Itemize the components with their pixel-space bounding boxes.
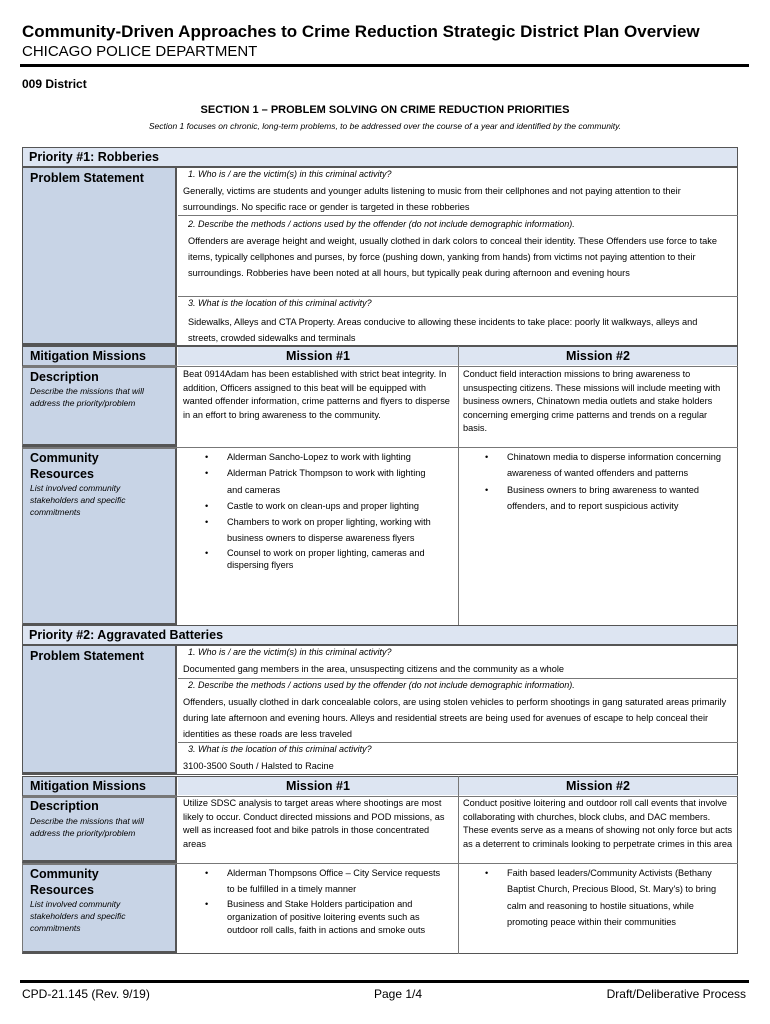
- description-note: Describe the missions that will address the priority/problem: [30, 386, 144, 408]
- list-item: • Faith based leaders/Community Activists (Bethany Baptist Church, Precious Blood, St. Mary's) to bring calm and reasoning to hostile situations, while promoting peace within their communities: [483, 865, 728, 930]
- section-title: SECTION 1 – PROBLEM SOLVING ON CRIME REDUCTION PRIORITIES: [200, 104, 570, 116]
- mitigation-missions-label: Mitigation Missions: [30, 349, 146, 363]
- p2-answer-2: Offenders, usually clothed in dark concealable colors, are using stolen vehicles to perform shootings in gang saturated areas primarily during late afternoon and evening hours. Alleys and residential streets are being used for avenues of escape to help conceal their identities as these roads are less traveled: [183, 697, 727, 739]
- list-item: • Castle to work on clean-ups and proper lighting: [203, 498, 443, 514]
- list-item: • Alderman Thompsons Office – City Service requests to be fulfilled in a timely manner: [203, 865, 448, 898]
- community-resources-note: List involved community stakeholders and specific commitments: [30, 899, 126, 933]
- page-number: Page 1/4: [374, 987, 423, 1001]
- district-label: 009 District: [22, 77, 87, 91]
- list-item: • Business and Stake Holders participation and organization of positive loitering events such as outdoor roll calls, faith in actions and smoke outs: [203, 898, 448, 937]
- divider: [178, 215, 738, 216]
- list-item: • Chinatown media to disperse information concerning awareness of wanted offenders and patterns: [483, 449, 728, 482]
- department-name: CHICAGO POLICE DEPARTMENT: [22, 43, 258, 60]
- document-title: Community-Driven Approaches to Crime Reduction Strategic District Plan Overview: [22, 22, 700, 41]
- divider: [178, 296, 738, 297]
- list-item: • Business owners to bring awareness to wanted offenders, and to report suspicious activity: [483, 482, 728, 515]
- list-item: • Counsel to work on proper lighting, cameras and dispersing flyers: [203, 547, 443, 571]
- list-item: • Chambers to work on proper lighting, working with business owners to disperse awareness flyers: [203, 514, 443, 547]
- p1-question-2: 2. Describe the methods / actions used by the offender (do not include demographic information).: [188, 219, 575, 229]
- p2-question-1: 1. Who is / are the victim(s) in this criminal activity?: [188, 647, 392, 657]
- p2-mission-2-resources: [483, 865, 728, 930]
- list-item: • Alderman Patrick Thompson to work with lighting and cameras: [203, 465, 443, 498]
- community-resources-note: List involved community stakeholders and specific commitments: [30, 483, 126, 517]
- p1-mission-1-description: Beat 0914Adam has been established with strict beat integrity. In addition, Officers assigned to this beat will be equipped with wanted offender information, crime patterns and flyers to disperse in an effort to bring awareness to the community.: [183, 369, 450, 420]
- p2-mission-1-resources: [203, 865, 448, 937]
- p1-question-1: 1. Who is / are the victim(s) in this criminal activity?: [188, 169, 392, 179]
- header-rule: [20, 64, 749, 67]
- footer-rule: [20, 980, 749, 983]
- p1-mission-2-resources: [483, 449, 728, 514]
- description-label: Description: [30, 370, 99, 384]
- community-resources-label: Community Resources: [30, 867, 99, 897]
- p1-answer-2: Offenders are average height and weight, usually clothed in dark colors to conceal their identity. These Offenders use force to take items, typically cellphones and purses, by force (pushing down, yanking from hands) from victims not paying attention to their surroundings. Robberies have been noted at all hours, but typically peak during afternoon and evening hours: [188, 236, 717, 278]
- p2-mission-2-description: Conduct positive loitering and outdoor roll call events that involve collaborating with churches, block clubs, and DAC members. These events serve as a means of showing not only force but acts as a deterrent to criminals looking to perpetrate crimes in this area: [463, 798, 733, 849]
- mitigation-missions-label: Mitigation Missions: [30, 779, 146, 793]
- p2-mission-1-header: Mission #1: [178, 777, 458, 795]
- community-resources-label: Community Resources: [30, 451, 99, 481]
- p2-answer-3: 3100-3500 South / Halsted to Racine: [183, 761, 334, 771]
- p2-mission-2-header: Mission #2: [458, 777, 738, 795]
- section-subtitle: Section 1 focuses on chronic, long-term problems, to be addressed over the course of a year and identified by the community.: [148, 121, 622, 131]
- p2-answer-1: Documented gang members in the area, unsuspecting citizens and the community as a whole: [183, 664, 564, 674]
- form-number: CPD-21.145 (Rev. 9/19): [22, 987, 150, 1001]
- p1-mission-1-header: Mission #1: [178, 347, 458, 365]
- p2-question-2: 2. Describe the methods / actions used by the offender (do not include demographic information).: [188, 680, 575, 690]
- description-note: Describe the missions that will address the priority/problem: [30, 816, 144, 838]
- list-item: • Alderman Sancho-Lopez to work with lighting: [203, 449, 443, 465]
- divider: [458, 346, 459, 626]
- divider: [178, 678, 738, 679]
- p1-question-3: 3. What is the location of this criminal activity?: [188, 298, 372, 308]
- document-status: Draft/Deliberative Process: [606, 987, 746, 1001]
- priority-2-header: Priority #2: Aggravated Batteries: [22, 625, 738, 645]
- p2-mission-1-description: Utilize SDSC analysis to target areas where shootings are most likely to occur. Conduct directed missions and POD missions, as well as increased foot and bike patrols in those concentrated areas: [183, 798, 445, 849]
- p2-question-3: 3. What is the location of this criminal activity?: [188, 744, 372, 754]
- divider: [178, 742, 738, 743]
- p1-mission-2-header: Mission #2: [458, 347, 738, 365]
- priority-1-header: Priority #1: Robberies: [22, 147, 738, 167]
- p1-answer-3: Sidewalks, Alleys and CTA Property. Areas conducive to allowing these incidents to take place: poorly lit walkways, alleys and streets, crowded sidewalks and terminals: [188, 317, 698, 343]
- divider: [458, 776, 459, 954]
- p1-mission-1-resources: [203, 449, 443, 571]
- description-label: Description: [30, 799, 99, 813]
- p1-mission-2-description: Conduct field interaction missions to bring awareness to unsuspecting citizens. These missions will include meeting with business owners, Chinatown media outlets and stake holders concerning emerging crime patterns and trends on a regular basis.: [463, 369, 721, 433]
- p1-answer-1: Generally, victims are students and younger adults listening to music from their cellphones and not paying attention to their surroundings. No specific race or gender is targeted in these robberies: [183, 186, 681, 212]
- problem-statement-label: Problem Statement: [30, 649, 144, 663]
- problem-statement-label: Problem Statement: [30, 171, 144, 185]
